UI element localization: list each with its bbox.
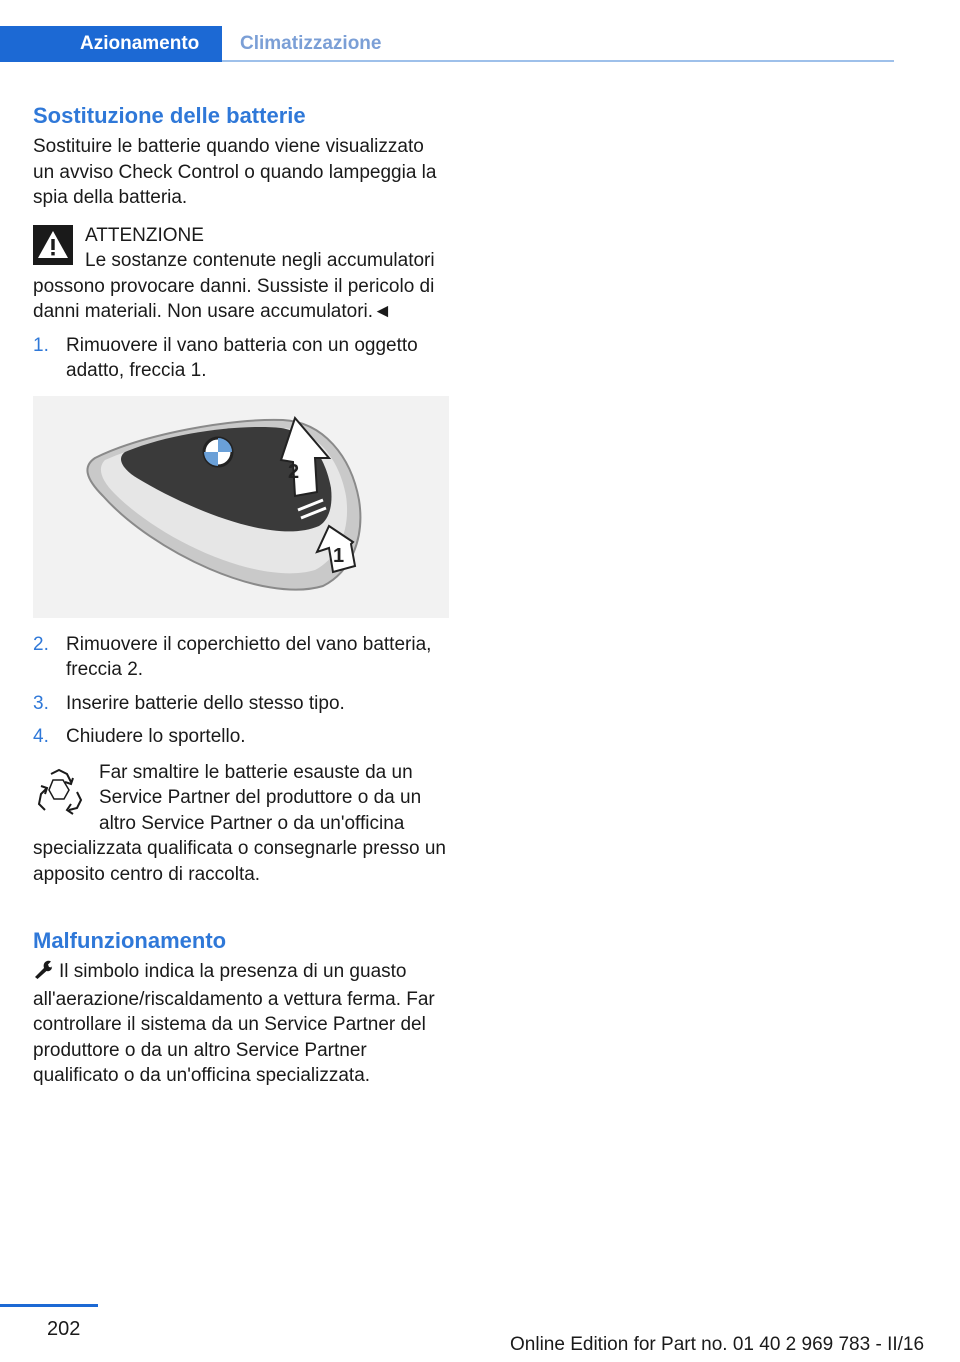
warning-callout [33, 223, 449, 325]
section-title-batterie: Sostituzione delle batterie [33, 103, 306, 128]
section-title-malfunzionamento: Malfunzionamento [33, 928, 227, 953]
steps-list-b [33, 632, 449, 750]
list-item [33, 333, 449, 384]
step-text: Inserire batterie dello stesso tipo. [66, 692, 345, 714]
warning-title: ATTENZIONE [85, 224, 204, 246]
page-number: 202 [47, 1318, 81, 1340]
wrench-icon [33, 959, 53, 987]
steps-list-a [33, 333, 449, 384]
list-item [33, 724, 449, 750]
section-malfunzionamento [33, 923, 449, 1089]
malfunction-text: Il simbolo indica la presenza di un guasto all'aerazione/riscaldamento a vettura ferma. Far controllare il sistema da un Service Partner del produttore o da un altro Service Partner qualificato o da un'officina specializzata. [33, 961, 435, 1086]
step-number: 3. [33, 692, 49, 714]
step-text: Rimuovere il vano batteria con un oggetto adatto, freccia 1. [66, 334, 418, 381]
list-item [33, 632, 449, 683]
step-text: Chiudere lo sportello. [66, 726, 246, 747]
step-text: Rimuovere il coperchietto del vano batteria, freccia 2. [66, 633, 432, 680]
recycling-callout [33, 760, 449, 888]
step-number: 4. [33, 726, 49, 747]
warning-text: Le sostanze contenute negli accumulatori possono provocare danni. Sussiste il pericolo di danni materiali. Non usare accumulatori.◄ [33, 250, 435, 322]
tab-azionamento[interactable]: Azionamento [0, 26, 222, 62]
step-number: 2. [33, 633, 49, 655]
arrow-1-label: 1 [333, 544, 345, 567]
recycle-icon [33, 766, 85, 823]
header-divider [222, 60, 894, 62]
list-item [33, 691, 449, 717]
edition-text: Online Edition for Part no. 01 40 2 969 783 - II/16 [510, 1334, 925, 1355]
intro-paragraph: Sostituire le batterie quando viene visualizzato un avviso Check Control o quando lampeggia la spia della batteria. [33, 136, 437, 208]
tab-climatizzazione[interactable]: Climatizzazione [240, 33, 382, 54]
step-number: 1. [33, 334, 49, 356]
warning-icon [33, 225, 73, 270]
key-battery-illustration [33, 396, 449, 618]
page-header [0, 0, 960, 64]
recycling-text: Far smaltire le batterie esauste da un Service Partner del produttore o da un altro Service Partner o da un'officina specializzata qualificata o consegnarle presso un apposito centro di raccolta. [33, 761, 446, 885]
footer-accent-line [0, 1304, 98, 1307]
arrow-2-label: 2 [288, 460, 300, 483]
main-content [33, 98, 449, 1089]
